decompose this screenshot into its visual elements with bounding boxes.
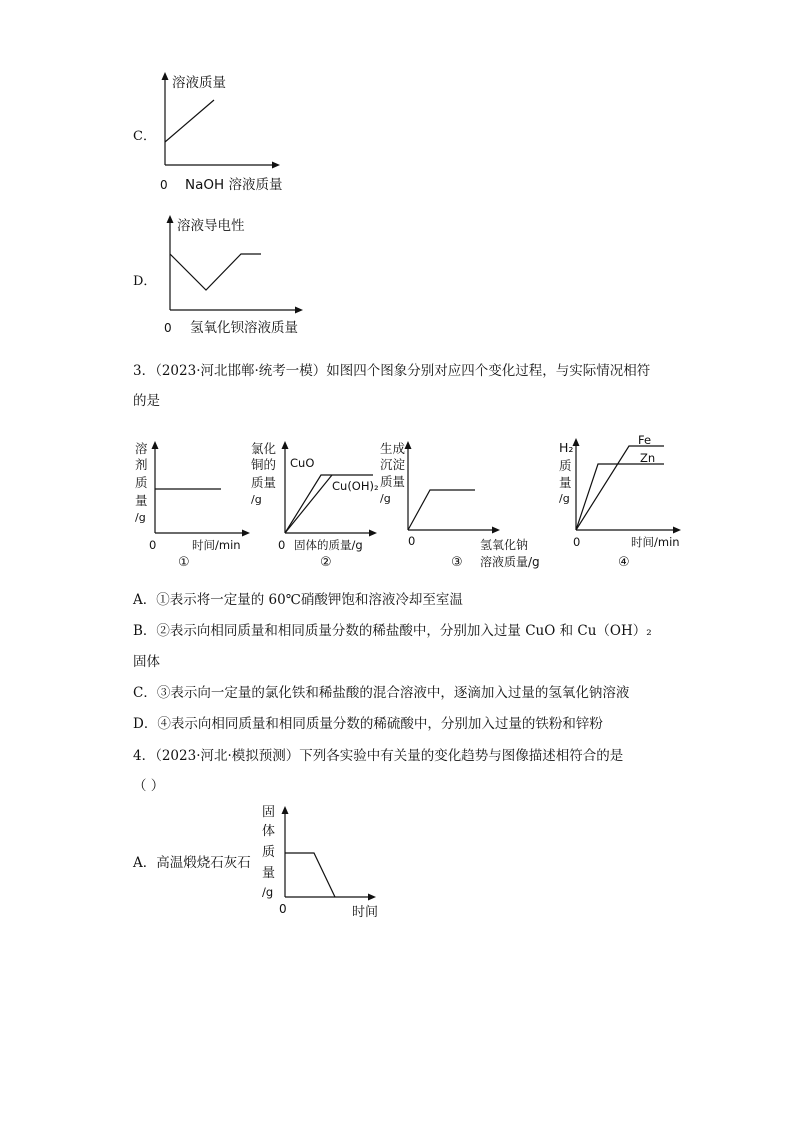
y-label-4: 量	[262, 866, 276, 881]
y-label-2: 剂	[135, 457, 148, 472]
y-label-2: 体	[262, 824, 276, 839]
y-label-4: /g	[559, 492, 570, 505]
conductivity-line	[170, 254, 261, 290]
y-label-1: 氯化	[251, 441, 277, 456]
y-label-4: /g	[251, 493, 262, 506]
y-label-5: /g	[135, 511, 146, 524]
x-axis-label: 时间/min	[192, 538, 241, 552]
option-c-graph	[150, 70, 290, 200]
q3-graph-4	[556, 432, 691, 572]
zn-line	[576, 464, 664, 530]
y-label-3: 质量	[251, 475, 277, 490]
origin-label: 0	[164, 321, 172, 335]
series-cuo: CuO	[290, 456, 315, 470]
origin-label: 0	[408, 534, 416, 548]
precipitate-line	[408, 490, 475, 530]
y-label-2: 铜的	[251, 457, 277, 472]
origin-label: 0	[160, 178, 168, 192]
q3-option-a: A．①表示将一定量的 60℃硝酸钾饱和溶液冷却至室温	[133, 592, 463, 608]
y-axis-arrow	[162, 72, 169, 80]
y-label-5: /g	[262, 885, 274, 899]
x-axis-label: NaOH 溶液质量	[185, 177, 283, 193]
q3-option-c: C．③表示向一定量的氯化铁和稀盐酸的混合溶液中，逐滴加入过量的氢氧化钠溶液	[133, 685, 630, 701]
series-cuoh2: Cu(OH)₂	[332, 479, 379, 493]
solution-mass-line	[165, 100, 214, 142]
origin-label: 0	[279, 902, 287, 916]
x-axis-arrow	[673, 527, 681, 534]
x-axis-label: 时间	[352, 905, 379, 920]
cuoh2-line	[285, 475, 332, 533]
series-zn: Zn	[640, 451, 656, 465]
graph-number: ①	[178, 555, 190, 570]
y-axis-arrow	[167, 215, 174, 223]
origin-label: 0	[278, 538, 286, 552]
q4-option-a-graph	[255, 800, 395, 925]
y-label-1: 溶	[135, 441, 148, 456]
graph-number: ④	[618, 555, 630, 570]
option-d-letter: D．	[133, 274, 157, 289]
y-label-1: 固	[262, 805, 276, 820]
graph-number: ③	[451, 555, 463, 570]
q3-option-d: D．④表示向相同质量和相同质量分数的稀硫酸中，分别加入过量的铁粉和锌粉	[133, 716, 603, 732]
x-axis-arrow	[295, 307, 303, 314]
x-axis-label: 氢氧化钡溶液质量	[190, 320, 298, 336]
x-axis-label: 固体的质量/g	[294, 538, 363, 552]
x-axis-arrow	[368, 894, 376, 901]
origin-label: 0	[149, 538, 157, 552]
y-axis-label: 溶液导电性	[177, 218, 245, 234]
y-label-3: 质	[262, 845, 276, 860]
y-axis-label: 溶液质量	[172, 75, 226, 91]
q3-stem-line2: 的是	[133, 393, 160, 409]
x-axis-arrow	[492, 527, 500, 534]
y-label-3: 量	[559, 475, 572, 490]
solid-mass-line	[285, 853, 335, 897]
y-label-1: H₂	[559, 440, 574, 455]
x-axis-label-1: 氢氧化钠	[480, 538, 529, 552]
x-axis-label: 时间/min	[631, 535, 680, 549]
q3-option-b-line1: B．②表示向相同质量和相同质量分数的稀盐酸中，分别加入过量 CuO 和 Cu（OH）₂	[133, 623, 652, 639]
option-d-graph	[155, 212, 315, 342]
y-label-3: 质量	[380, 474, 406, 489]
q3-graph-3	[378, 435, 548, 570]
q3-graph-2	[248, 435, 383, 570]
y-axis-arrow	[152, 441, 159, 449]
q4-stem: 4．（2023·河北·模拟预测）下列各实验中有关量的变化趋势与图像描述相符合的是	[133, 748, 624, 764]
y-axis-arrow	[282, 441, 289, 449]
graph-number: ②	[320, 555, 332, 570]
q3-stem-line1: 3．（2023·河北邯郸·统考一模）如图四个图象分别对应四个变化过程，与实际情况相符	[133, 363, 651, 379]
y-label-1: 生成	[380, 441, 406, 456]
q3-option-b-line2: 固体	[133, 654, 160, 670]
y-label-3: 质	[135, 475, 148, 490]
x-axis-arrow	[369, 530, 377, 537]
origin-label: 0	[573, 535, 581, 549]
option-c-letter: C．	[133, 129, 156, 144]
y-axis-arrow	[405, 441, 412, 449]
q4-option-a-label: A．高温煅烧石灰石	[133, 855, 251, 871]
y-label-2: 质	[559, 458, 572, 473]
y-label-4: /g	[380, 492, 391, 505]
y-label-4: 量	[135, 493, 148, 508]
y-label-2: 沉淀	[380, 457, 406, 472]
x-axis-label-2: 溶液质量/g	[480, 555, 540, 569]
y-axis-arrow	[573, 438, 580, 446]
series-fe: Fe	[638, 433, 652, 447]
q4-bracket: （ ）	[133, 778, 165, 794]
q3-graph-1	[130, 435, 260, 570]
y-axis-arrow	[282, 806, 289, 814]
x-axis-arrow	[272, 162, 280, 169]
